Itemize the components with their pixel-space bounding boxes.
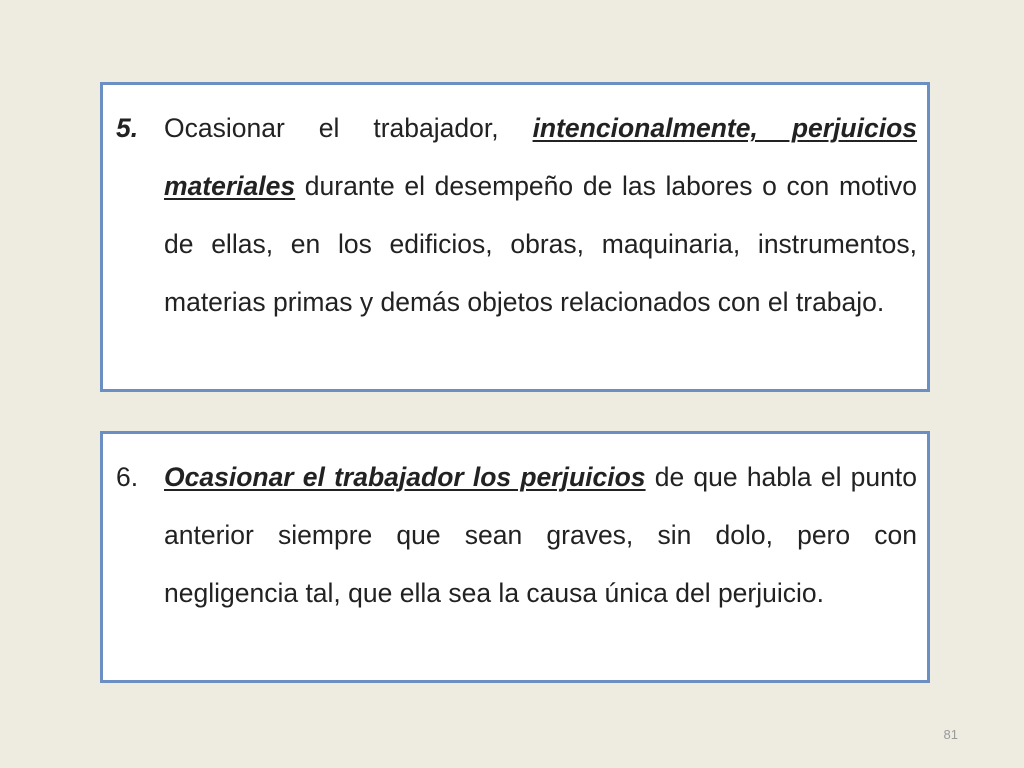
text-box-item-5 <box>100 82 930 392</box>
item-text-emphasis: intencionalmente, perjuicios materiales <box>164 113 918 201</box>
item-text-segment: Ocasionar el trabajador, <box>164 113 533 143</box>
list-item-6 <box>116 448 917 622</box>
item-text <box>164 99 917 331</box>
page-number: 81 <box>943 727 958 742</box>
item-text-emphasis: Ocasionar el trabajador los perjuicios <box>164 462 646 492</box>
list-item-5 <box>116 99 917 331</box>
item-text-segment: de que habla el punto anterior siempre que sean graves, sin dolo, pero con negligencia tal, que ella sea la causa única del perjuicio. <box>164 462 917 608</box>
item-text-segment: durante el desempeño de las labores o con motivo de ellas, en los edificios, obras, maquinaria, instrumentos, materias primas y demás objetos relacionados con el trabajo. <box>164 171 917 317</box>
item-number: 5. <box>116 113 139 143</box>
item-text <box>164 448 917 622</box>
text-box-item-6 <box>100 431 930 683</box>
item-number: 6. <box>116 462 139 492</box>
